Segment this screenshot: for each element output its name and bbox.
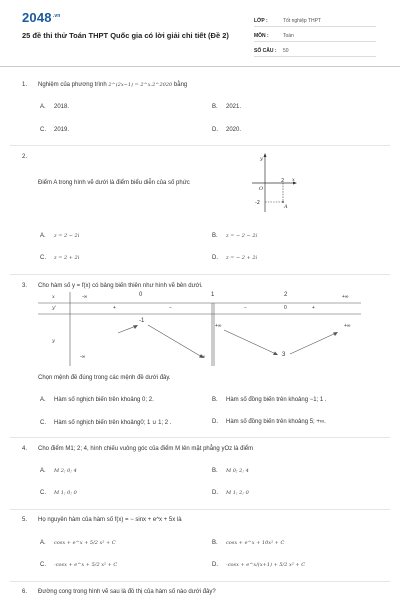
answer-option-b[interactable]: B. 2021. <box>212 104 242 110</box>
variation-table <box>38 292 361 366</box>
y-axis-label: y <box>260 156 263 162</box>
answer-option-c[interactable]: C. z = 2 + 2i <box>40 255 80 261</box>
question-followup: Chọn mệnh đề đúng trong các mệnh đề dưới đây. <box>38 375 171 381</box>
point-a-label: A <box>284 204 288 210</box>
table-y-value: +∞ <box>215 323 222 329</box>
question-text: Cho điểm M1; 2; 4, hình chiếu vuông góc của điểm M lên mặt phẳng yOz là điểm <box>38 446 254 452</box>
question-number: 1. <box>22 82 28 88</box>
answer-option-b[interactable]: B. M 0; 2; 4 <box>212 468 249 474</box>
meta-value: Toán <box>283 32 294 39</box>
meta-value: 50 <box>283 47 289 54</box>
answer-option-c[interactable]: C. -cosx + e^x + 5/2 x² + C <box>40 562 118 568</box>
question-text: Đường cong trong hình vẽ sau là đồ thị của hàm số nào dưới đây? <box>38 589 216 595</box>
question-number: 4. <box>22 446 28 452</box>
table-y-value: -∞ <box>200 354 206 360</box>
question-divider <box>10 437 390 438</box>
table-x-value: 2 <box>284 292 288 298</box>
answer-option-a[interactable]: A. Hàm số nghịch biến trên khoảng 0; 2. <box>40 397 154 403</box>
meta-count-row <box>254 45 376 57</box>
question-text: Điểm A trong hình vẽ dưới là điểm biểu diễn của số phức <box>38 180 190 186</box>
question-number: 5. <box>22 517 28 523</box>
question-divider <box>10 581 390 582</box>
meta-label: SỐ CÂU : <box>254 47 277 54</box>
table-yprime-sign: − <box>169 305 172 311</box>
answer-option-b[interactable]: B. Hàm số đồng biến trên khoảng −1; 1 . <box>212 397 327 403</box>
meta-class-row <box>254 15 376 27</box>
table-y-value: +∞ <box>344 323 351 329</box>
table-x-value: -∞ <box>82 294 88 300</box>
table-y-value: -∞ <box>80 354 86 360</box>
answer-option-c[interactable]: C. M 1; 0; 0 <box>40 490 77 496</box>
question-number: 3. <box>22 283 28 289</box>
header-divider <box>0 66 400 67</box>
answer-option-a[interactable]: A. M 2; 0; 4 <box>40 468 77 474</box>
answer-option-a[interactable]: A. 2018. <box>40 104 70 110</box>
document-title: 25 đề thi thử Toán THPT Quốc gia có lời giải chi tiết (Đề 2) <box>22 31 229 40</box>
table-x-value: 0 <box>139 292 143 298</box>
answer-option-d[interactable]: D. -cosx + e^x/(x+1) + 5/2 x² + C <box>212 562 306 568</box>
table-x-value: +∞ <box>342 294 349 300</box>
table-yprime-zero: 0 <box>284 305 287 311</box>
meta-label: MÔN : <box>254 32 269 39</box>
question-number: 2. <box>22 154 28 160</box>
x-axis-label: x <box>292 177 295 183</box>
answer-option-b[interactable]: B. cosx + e^x + 10x² + C <box>212 540 285 546</box>
meta-value: Tốt nghiệp THPT <box>283 17 321 24</box>
table-y-value: -1 <box>139 318 145 324</box>
table-x-value: 1 <box>211 292 215 298</box>
meta-label: LỚP : <box>254 17 268 24</box>
answer-option-c[interactable]: C. Hàm số nghịch biến trên khoảng0; 1 ∪ 1; 2 . <box>40 420 172 426</box>
answer-option-a[interactable]: A. z = 2 − 2i <box>40 233 80 239</box>
y-axis <box>264 153 267 212</box>
question-text: Nghiệm của phương trình 2^(2x−1) = 2^x.2^2020 bằng <box>38 82 188 88</box>
answer-option-d[interactable]: D. Hàm số đồng biến trên khoảng 5; +∞. <box>212 419 326 425</box>
table-x-label: x <box>52 294 55 300</box>
answer-option-a[interactable]: A. cosx + e^x + 5/2 x² + C <box>40 540 116 546</box>
question-number: 6. <box>22 589 28 595</box>
answer-option-d[interactable]: D. M 1; 2; 0 <box>212 490 249 496</box>
point-a <box>282 201 284 203</box>
table-yprime-sign: + <box>113 305 116 311</box>
y-tick-label: -2 <box>255 200 260 206</box>
x-tick-label: 2 <box>281 178 285 184</box>
table-yprime-sign: + <box>312 305 315 311</box>
complex-plane-graph <box>250 152 298 214</box>
question-equation: 2^(2x−1) = 2^x.2^2020 <box>108 82 173 88</box>
table-y-value: 3 <box>282 352 286 358</box>
question-divider <box>10 509 390 510</box>
question-text: Cho hàm số y = f(x) có bảng biến thiên như hình vẽ bên dưới. <box>38 283 203 289</box>
answer-option-b[interactable]: B. z = − 2 − 2i <box>212 233 258 239</box>
origin-label: O <box>259 186 264 192</box>
question-text: Họ nguyên hàm của hàm số f(x) = − sinx + e^x + 5x là <box>38 517 182 523</box>
table-y-label: y <box>52 338 55 344</box>
site-logo[interactable]: $2048^{.vn}$ <box>22 10 61 25</box>
question-divider <box>10 274 390 275</box>
answer-option-d[interactable]: D. z = − 2 + 2i <box>212 255 258 261</box>
question-divider <box>10 145 390 146</box>
table-yprime-label: y' <box>52 305 57 311</box>
meta-subject-row <box>254 30 376 42</box>
answer-option-c[interactable]: C. 2019. <box>40 127 70 133</box>
x-axis <box>252 182 297 185</box>
answer-option-d[interactable]: D. 2020. <box>212 127 242 133</box>
table-yprime-sign: − <box>244 305 247 311</box>
